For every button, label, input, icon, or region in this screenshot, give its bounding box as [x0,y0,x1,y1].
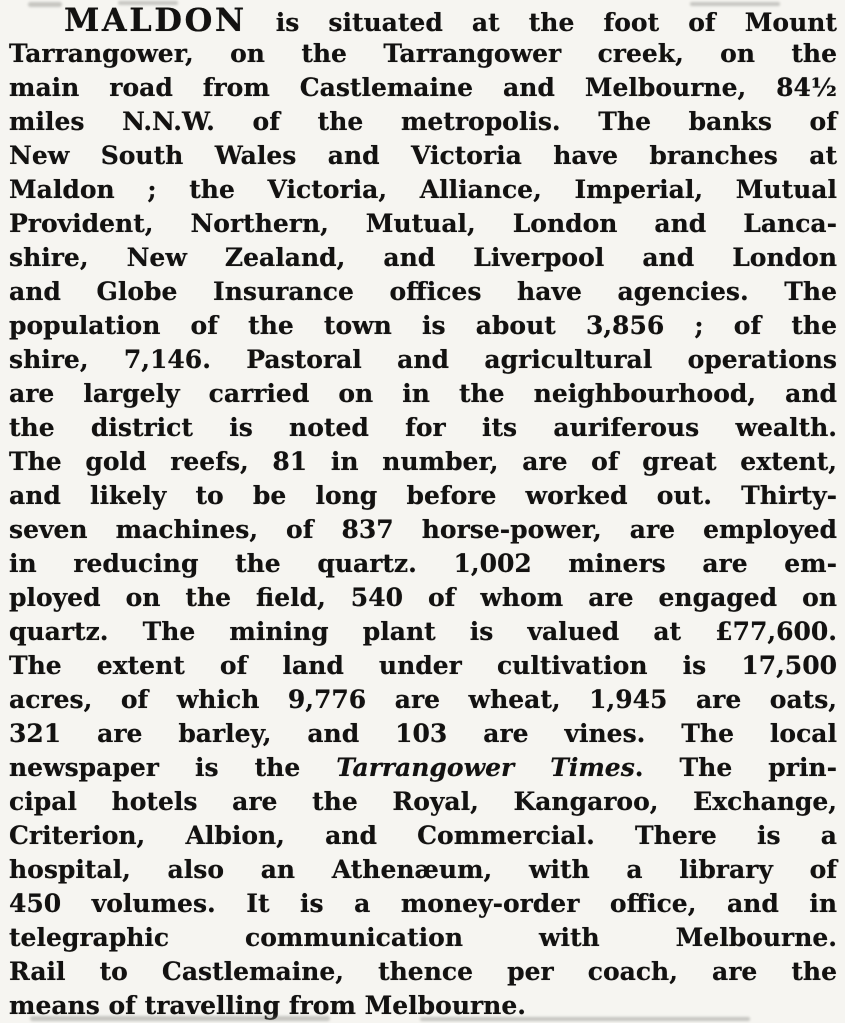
text-line: population of the town is about 3,856 ; of the [9,311,837,340]
text-line: The gold reefs, 81 in number, are of great extent, [9,447,837,476]
text-line: telegraphic communication with Melbourne. [9,923,837,952]
text-line: means of travelling from Melbourne. [9,991,526,1020]
text-line: Provident, Northern, Mutual, London and Lanca- [9,209,837,238]
text-line: The extent of land under cultivation is 17,500 [9,651,837,680]
text-line: Rail to Castlemaine, thence per coach, are the [9,957,837,986]
text-line: 450 volumes. It is a money-order office, and in [9,889,837,918]
text-line: shire, 7,146. Pastoral and agricultural operations [9,345,837,374]
text-line: Tarrangower, on the Tarrangower creek, on the [9,39,837,68]
text-line: the district is noted for its auriferous wealth. [9,413,837,442]
text-line: Criterion, Albion, and Commercial. There is a [9,821,837,850]
text-line: Maldon ; the Victoria, Alliance, Imperial, Mutual [9,175,837,204]
text-line: acres, of which 9,776 are wheat, 1,945 are oats, [9,685,837,714]
text-line: quartz. The mining plant is valued at £77,600. [9,617,837,646]
text-line [9,3,837,37]
text-line [9,751,837,785]
text-run: is situated at the foot of Mount [275,8,837,37]
text-run: newspaper is the [9,753,301,782]
entry-title: MALDON [64,1,247,39]
text-line: ployed on the field, 540 of whom are engaged on [9,583,837,612]
text-line: 321 are barley, and 103 are vines. The local [9,719,837,748]
text-line: in reducing the quartz. 1,002 miners are em- [9,549,837,578]
text-line: seven machines, of 837 horse-power, are employed [9,515,837,544]
text-line: and likely to be long before worked out. Thirty- [9,481,837,510]
text-line: and Globe Insurance offices have agencies. The [9,277,837,306]
text-line: main road from Castlemaine and Melbourne, 84½ [9,73,837,102]
text-line: New South Wales and Victoria have branches at [9,141,837,170]
text-line: cipal hotels are the Royal, Kangaroo, Exchange, [9,787,837,816]
newspaper-name-italic: Tarrangower Times [336,753,635,782]
text-line: hospital, also an Athenæum, with a library of [9,855,837,884]
text-line: miles N.N.W. of the metropolis. The banks of [9,107,837,136]
text-run: . The prin- [634,753,837,782]
text-line: are largely carried on in the neighbourhood, and [9,379,837,408]
text-line: shire, New Zealand, and Liverpool and London [9,243,837,272]
